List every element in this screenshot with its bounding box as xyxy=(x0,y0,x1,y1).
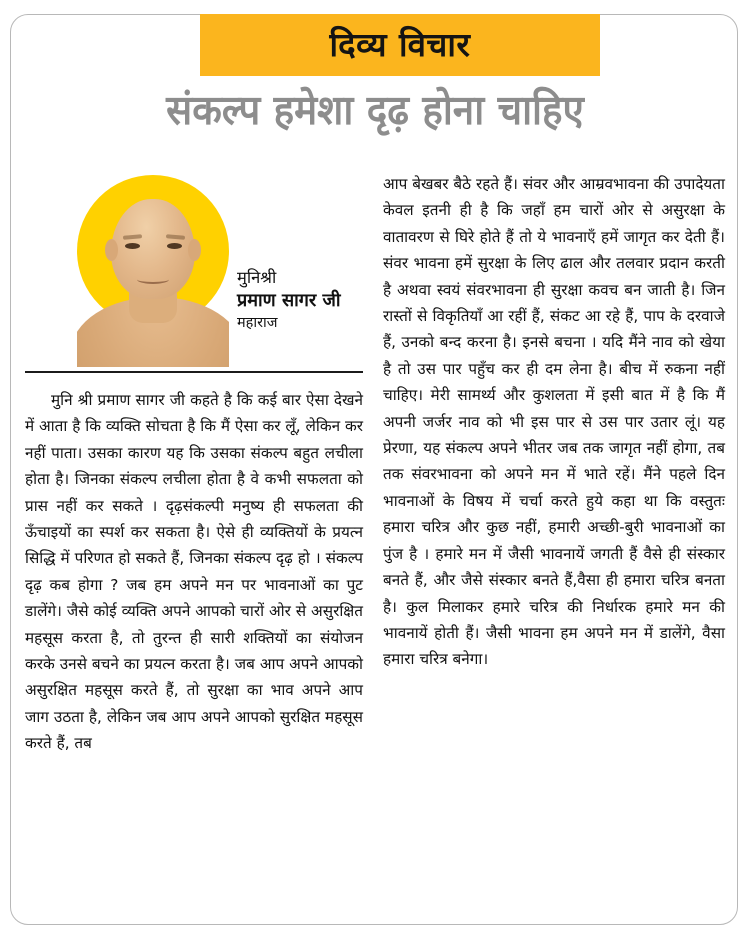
caption-suffix: महाराज xyxy=(237,315,278,331)
caption-divider xyxy=(25,371,363,373)
portrait-block xyxy=(25,171,363,381)
caption-honorific: मुनिश्री xyxy=(237,268,277,287)
article-column-left xyxy=(25,171,363,757)
caption-name: प्रमाण सागर जी xyxy=(237,290,341,311)
portrait-photo xyxy=(77,177,229,367)
portrait-head xyxy=(111,199,195,299)
portrait-eye-left xyxy=(125,243,140,249)
portrait-eye-right xyxy=(167,243,182,249)
portrait-caption xyxy=(237,267,363,333)
article-body-left xyxy=(25,387,363,757)
article-card xyxy=(10,14,738,925)
page-title: संकल्प हमेशा दृढ़ होना चाहिए xyxy=(166,86,584,134)
masthead xyxy=(11,15,739,77)
article-body-left-text: मुनि श्री प्रमाण सागर जी कहते है कि कई बार ऐसा देखने में आता है कि व्यक्ति सोचता है कि मैं ऐसा कर लूँ, लेकिन कर नहीं पाता। उसका कारण यह कि उसका संकल्प बहुत लचीला होता है। जिनका संकल्प लचीला होता है वे कभी सफलता को प्रास नहीं कर सकते । दृढ़संकल्पी मनुष्य ही सफलता की ऊँचाइयों का स्पर्श कर सकता है। ऐसे ही व्यक्तियों के प्रयत्न सिद्धि में परिणत हो सकते हैं, जिनका संकल्प दृढ़ हो । संकल्प दृढ़ कब होगा ? जब हम अपने मन पर भावनाओं का पुट डालेंगे। जैसे कोई व्यक्ति अपने आपको चारों ओर से असुरक्षित महसूस करता है, तो तुरन्त ही सारी शक्तियों का संयोजन करके उनसे बचने का प्रयत्न करता है। जब आप अपने आपको असुरक्षित महसूस करते हैं, तो सुरक्षा का भाव अपने आप जाग उठता है, लेकिन जब आप अपने आपको सुरक्षित महसूस करते हैं, तब xyxy=(25,391,363,753)
article-body-right: आप बेखबर बैठे रहते हैं। संवर और आम्रवभावना की उपादेयता केवल इतनी ही है कि जहाँ हम चारों ओर से असुरक्षा के वातावरण से घिरे होते हैं तो ये भावनाएँ हमें जागृत कर देती हैं। संवर भावना हमें सुरक्षा के लिए ढाल और तलवार प्रदान करती है अथवा स्वयं संवरभावना ही सुरक्षा कवच बन जाती है। जिन रास्तों से विकृतियाँ आ रहीं हैं, संकट आ रहे हैं, पाप के दरवाजे हैं, उनको बन्द करना है। इनसे बचना । यदि मैंने नाव को खेया है तो उस पार पहुँच कर ही दम लेना है। बीच में रुकना नहीं चाहिए। मेरी सामर्थ्य और कुशलता में इसी बात में है कि मैं अपनी जर्जर नाव को भी इस पार से उस पार उतार लूं। यह प्रेरणा, यह संकल्प अपने भीतर जब तक जागृत नहीं होगा, तब तक संवरभावना को अपने मन में भाते रहें। मैंने पहले दिन भावनाओं के विषय में चर्चा करते हुये कहा था कि वस्तुतः हमारा चरित्र और कुछ नहीं, हमारी अच्छी-बुरी भावनाओं का पुंज है । हमारे मन में जैसी भावनायें जगती हैं वैसे ही संस्कार बनते हैं, और जैसे संस्कार बनते हैं,वैसा ही हमारा चरित्र बनता है। कुल मिलाकर हमारे चरित्र की निर्धारक हमारे मन की भावनायें होती हैं। जैसी भावना हम अपने मन में डालेंगे, वैसा हमारा चरित्र बनेगा। xyxy=(383,175,725,669)
portrait-ear-right xyxy=(188,239,201,261)
masthead-title: दिव्य विचार xyxy=(329,25,471,64)
portrait-mouth xyxy=(137,275,169,284)
article-column-right xyxy=(383,171,725,673)
portrait-ear-left xyxy=(105,239,118,261)
